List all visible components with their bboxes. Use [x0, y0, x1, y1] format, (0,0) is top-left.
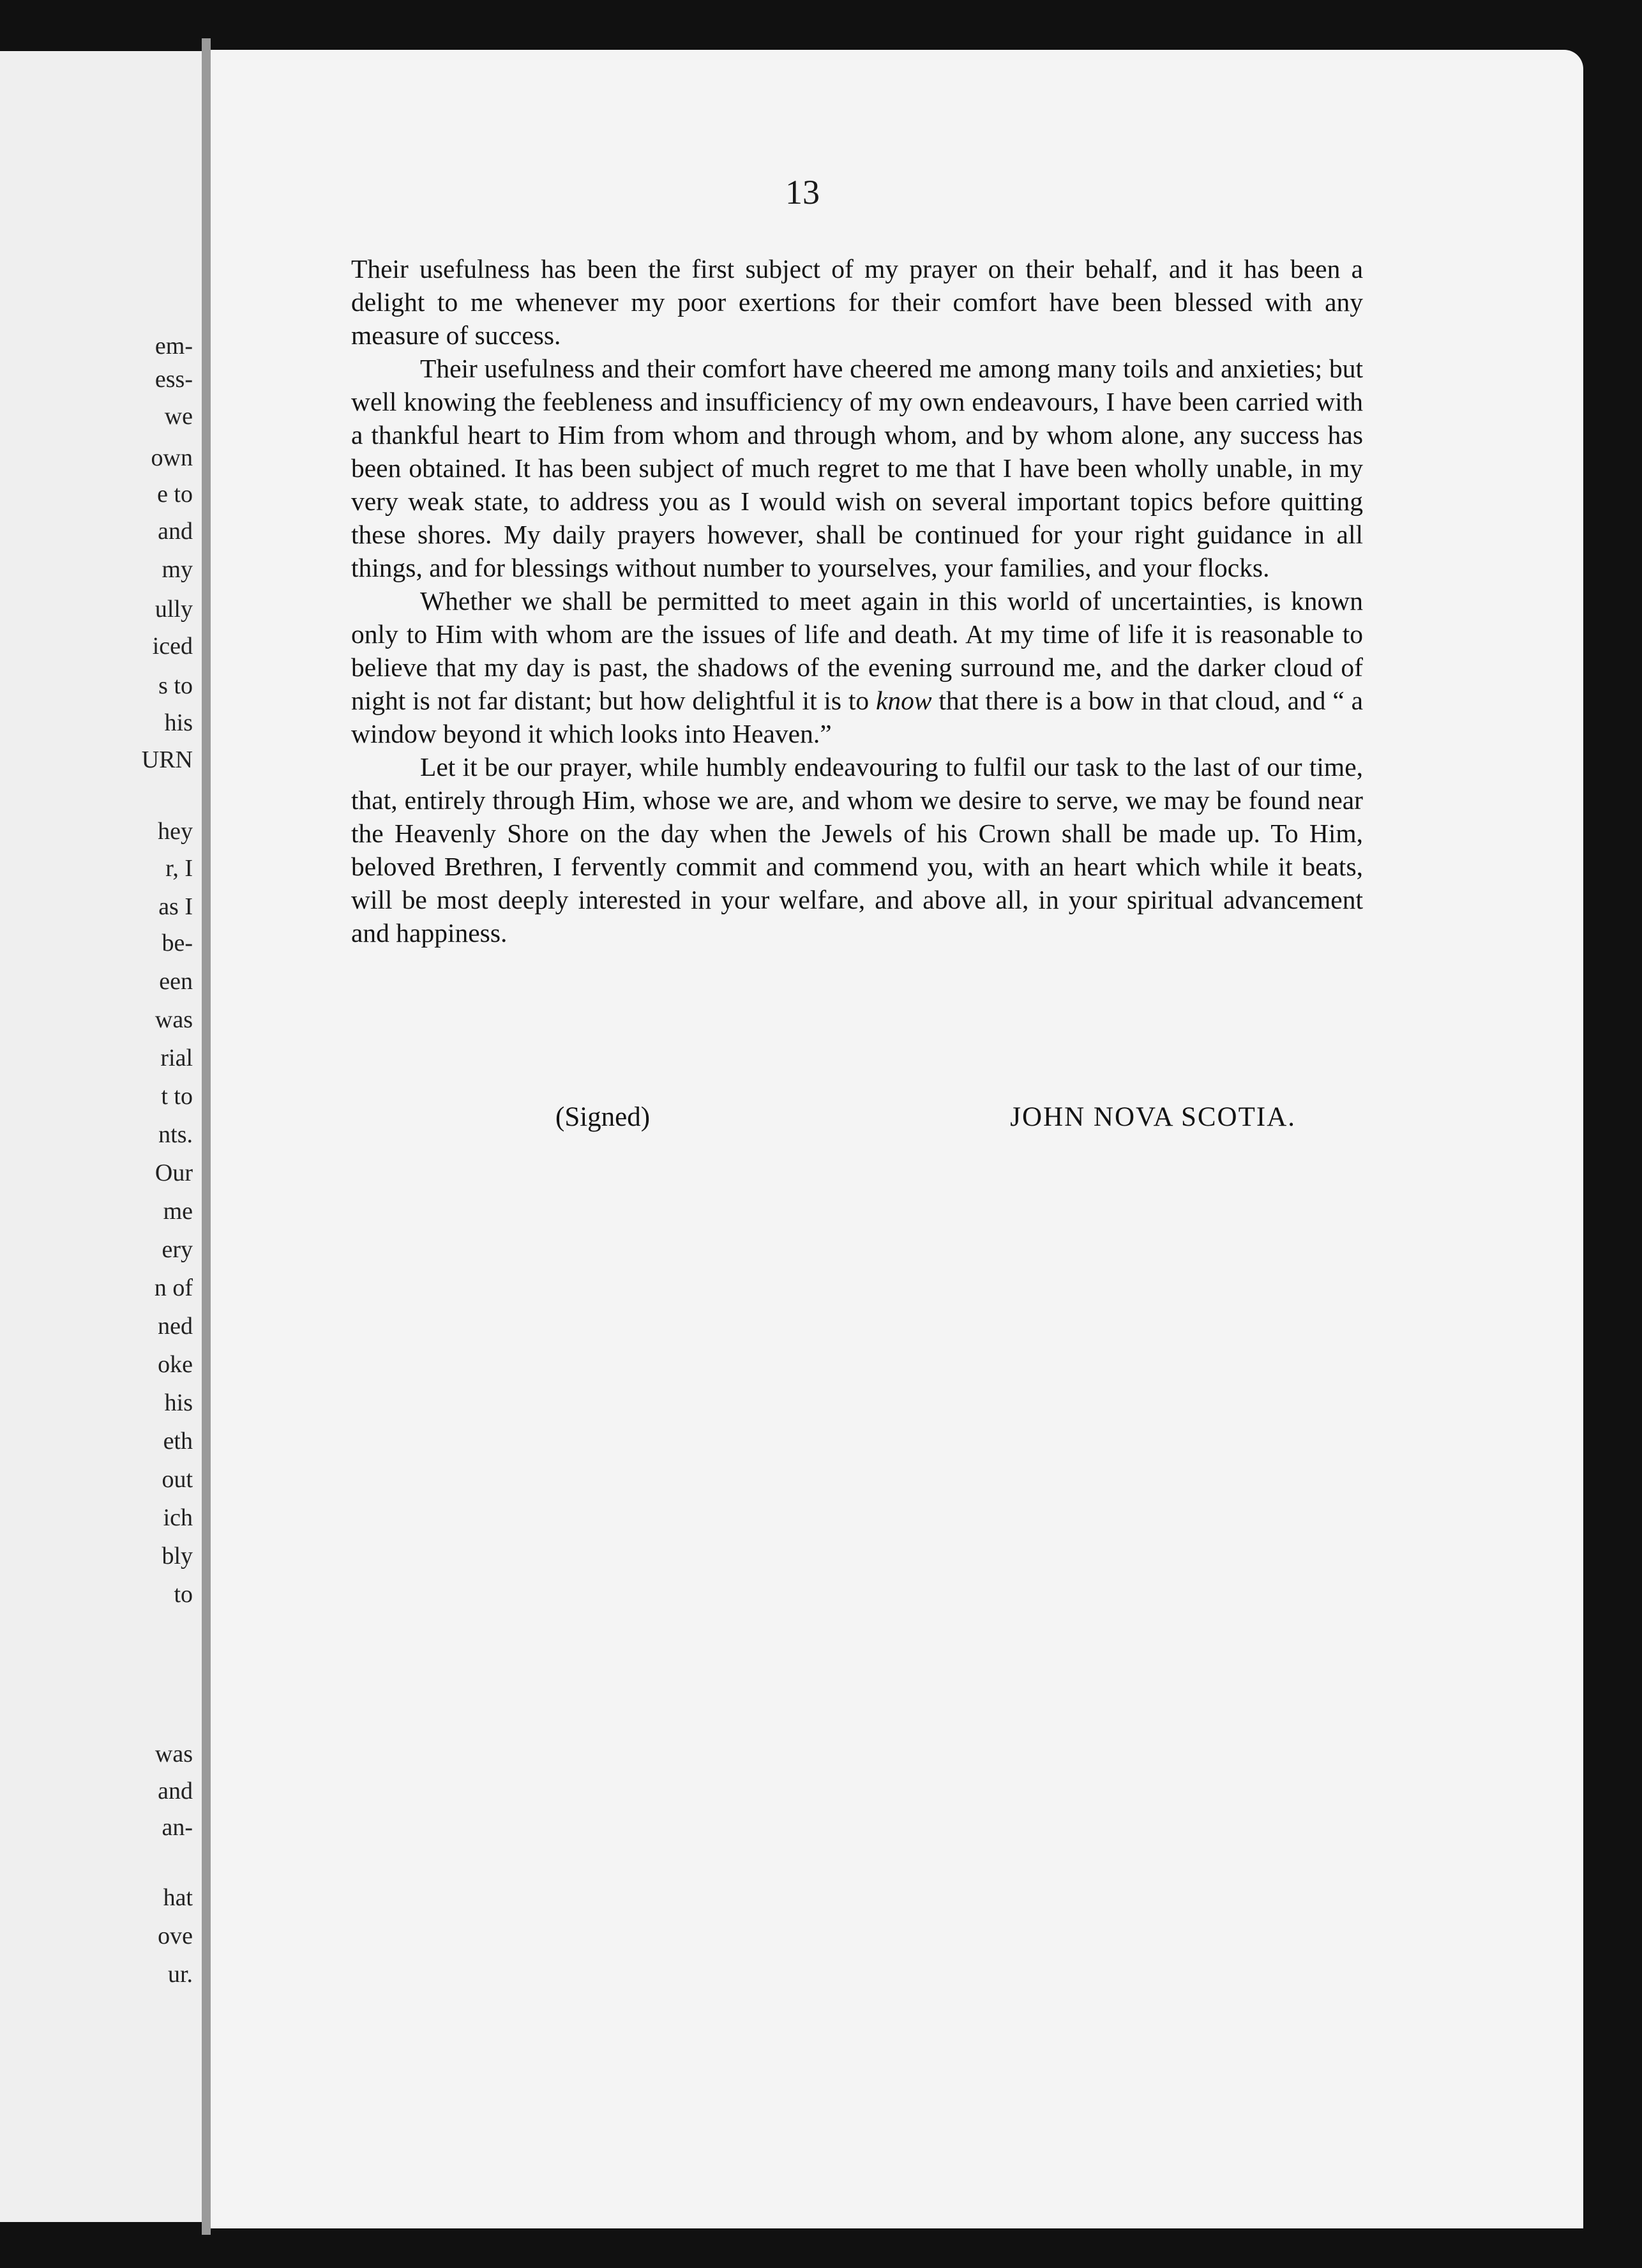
left-fragment: ully [154, 596, 193, 623]
signature-line [555, 1101, 1296, 1133]
left-fragment: hey [158, 818, 193, 845]
left-fragment: t to [161, 1083, 193, 1110]
left-fragment: out [162, 1466, 193, 1493]
left-fragment: URN [141, 746, 193, 773]
left-fragment: eth [163, 1428, 193, 1455]
left-fragment: was [154, 1006, 193, 1033]
left-fragment: my [162, 556, 193, 583]
left-fragment: een [159, 968, 193, 995]
left-fragment: ery [162, 1236, 193, 1263]
left-fragment: bly [162, 1543, 193, 1569]
paragraph-3 [351, 584, 1363, 750]
left-fragment: ich [163, 1504, 193, 1531]
left-fragment: and [158, 518, 193, 545]
left-fragment: we [164, 403, 193, 430]
left-fragment: own [151, 444, 193, 471]
left-fragment: be- [162, 930, 193, 956]
left-fragment: nts. [158, 1121, 193, 1148]
left-fragment: iced [152, 633, 193, 660]
book-spine [202, 38, 211, 2235]
left-fragment: r, I [165, 855, 193, 882]
left-fragment: e to [157, 481, 193, 508]
left-fragment: em- [154, 333, 193, 359]
left-fragment: hat [163, 1884, 193, 1911]
paragraph-2: Their usefulness and their comfort have cheered me among many toils and anxieties; but well knowing the feebleness and insufficiency of my own endeavours, I have been carried with a thankful heart to Him from whom and through whom, and by whom alone, any success has been obtained. It has been subject of much regret to me that I have been wholly unable, in my very weak state, to address you as I would wish on several important topics before quitting these shores. My daily prayers however, shall be continued for your right guidance in all things, and for blessings without number to yourselves, your families, and your flocks. [351, 354, 1363, 582]
left-fragment: was [154, 1741, 193, 1767]
letter-body [351, 252, 1363, 949]
left-fragment: oke [158, 1351, 193, 1378]
left-fragment: rial [160, 1045, 193, 1071]
emphasized-word: know [875, 686, 932, 715]
left-fragment: Our [154, 1160, 193, 1186]
paragraph-3-before: Whether we shall be permitted to meet again in this world of uncertainties, is known only to Him with whom are the issues of life and death. At my time of life it is reasonable to believe that my day is past, the shadows of the evening surround me, and the darker cloud of night is not far distant; but how delightful it is to [351, 586, 1363, 715]
paragraph-4: Let it be our prayer, while humbly endeavouring to fulfil our task to the last of our time, that, entirely through Him, whose we are, and whom we desire to serve, we may be found near the Heavenly Shore on the day when the Jewels of his Crown shall be made up. To Him, beloved Brethren, I fervently commit and commend you, with an heart which while it beats, will be most deeply interested in your welfare, and above all, in your spiritual advancement and happiness. [351, 752, 1363, 948]
left-fragment: and [158, 1778, 193, 1804]
signer-name: JOHN NOVA SCOTIA. [1010, 1102, 1296, 1132]
left-fragment: ned [158, 1313, 193, 1340]
left-fragment: ove [158, 1923, 193, 1949]
paragraph-1: Their usefulness has been the first subject of my prayer on their behalf, and it has been a delight to me whenever my poor exertions for their comfort have been blessed with any measure of success. [351, 254, 1363, 350]
left-fragment: to [174, 1581, 193, 1608]
left-fragment: ess- [154, 366, 193, 393]
left-fragment: n of [154, 1274, 193, 1301]
signed-label: (Signed) [555, 1102, 651, 1132]
left-fragment: ur. [167, 1961, 193, 1988]
left-fragment: his [164, 709, 193, 736]
left-fragment: s to [158, 672, 193, 699]
left-fragment: an- [162, 1814, 193, 1841]
paragraph-3-after: that there is a bow in that cloud, and “ a window beyond it which looks into Heaven.” [351, 686, 1363, 748]
left-fragment: as I [158, 893, 193, 920]
left-fragment: his [164, 1389, 193, 1416]
left-page-fragment [0, 51, 204, 2222]
left-fragment: me [163, 1198, 193, 1225]
page-number: 13 [785, 173, 820, 211]
